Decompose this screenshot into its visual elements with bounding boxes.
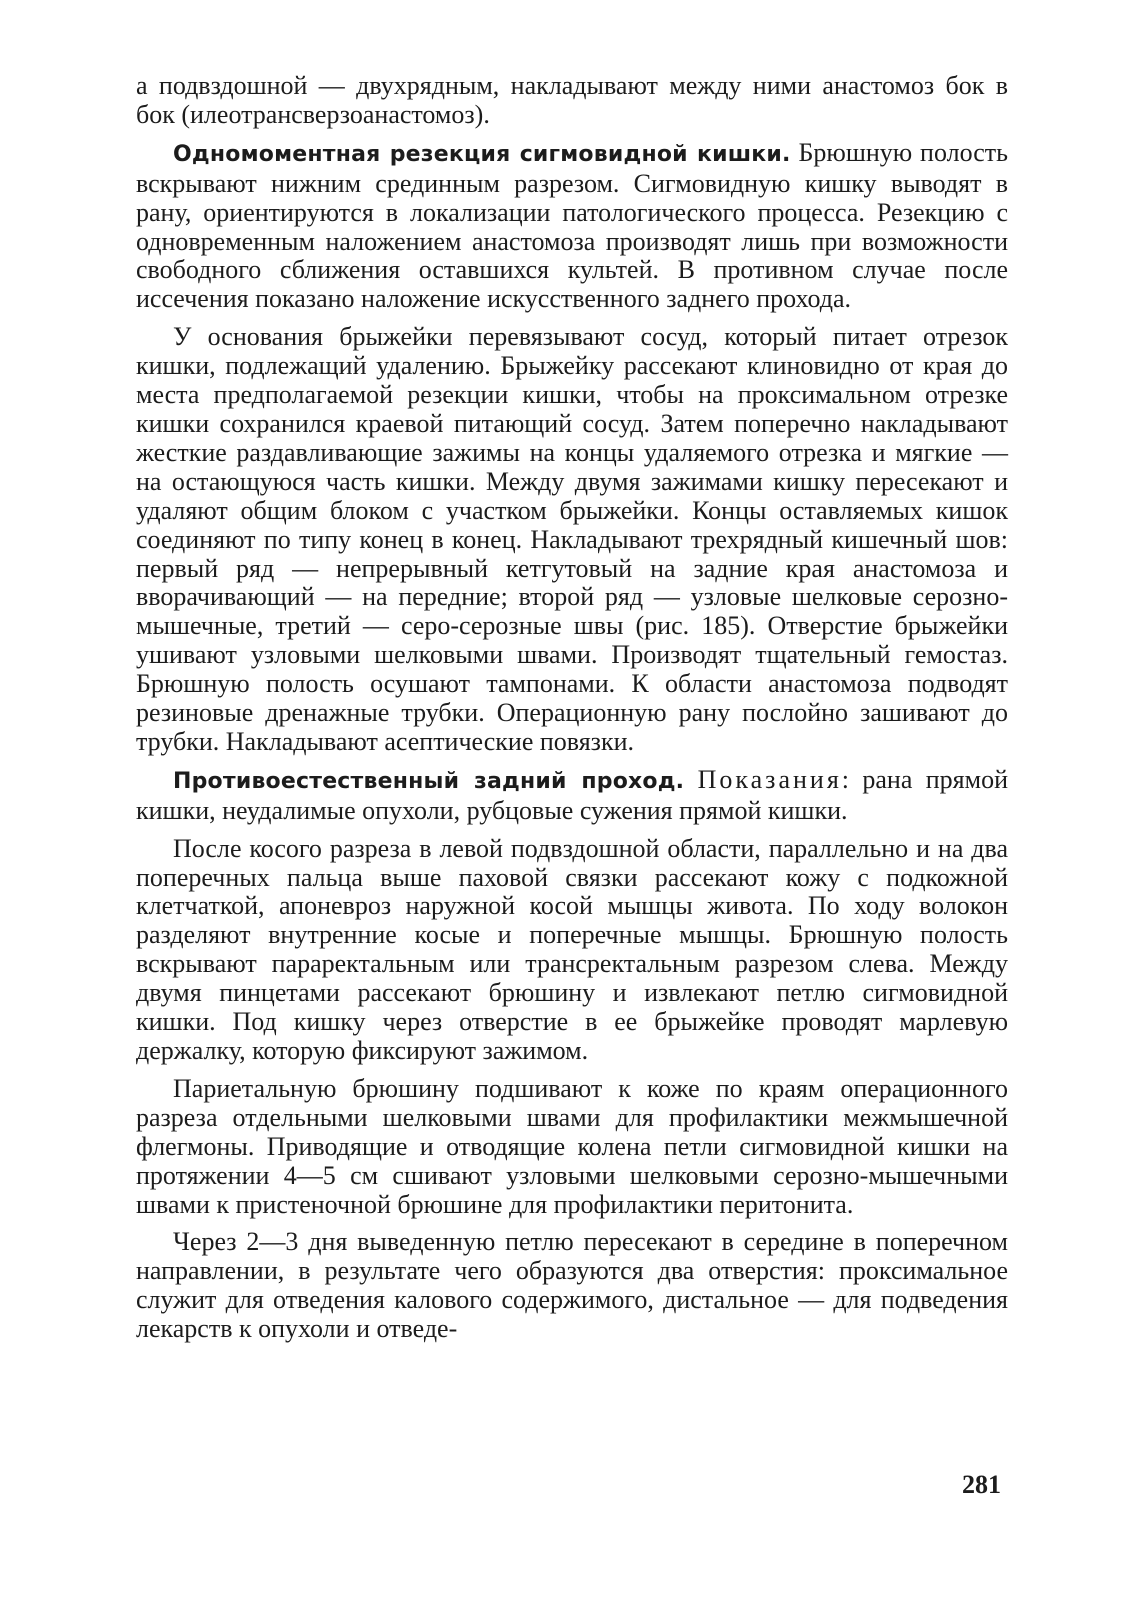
paragraph-text: а подвздошной — двухрядным, накладывают между ними анастомоз бок в бок (илеотрансверзоанастомоз). <box>136 71 1008 129</box>
paragraph-text: У основания брыжейки перевязывают сосуд, который питает отрезок кишки, подлежащий удалению. Брыжейку рассекают клиновидно от края до места предполагаемой резекции кишки, чтобы на проксимальном отрезке кишки сохранился краевой питающий сосуд. Затем поперечно накладывают жесткие раздавливающие зажимы на концы удаляемого отрезка и мягкие — на остающуюся часть кишки. Между двумя зажимами кишку пересекают и удаляют общим блоком с участком брыжейки. Концы оставляемых кишок соединяют по типу конец в конец. Накладывают трехрядный кишечный шов: первый ряд — непрерывный кетгутовый на задние края анастомоза и вворачивающий — на передние; второй ряд — узловые шелковые серозно-мышечные, третий — серо-серозные швы (рис. 185). Отверстие брыжейки ушивают узловыми шелковыми швами. Производят тщательный гемостаз. Брюшную полость осушают тампонами. К области анастомоза подводят резиновые дренажные трубки. Операционную рану послойно зашивают до трубки. Накладывают асептические повязки. <box>136 322 1008 756</box>
paragraph-text: Через 2—3 дня выведенную петлю пересекают в середине в поперечном направлении, в результате чего образуются два отверстия: проксимальное служит для отведения калового содержимого, дистальное — для подведения лекарств к опухоли и отведе- <box>136 1227 1008 1344</box>
paragraph-2 <box>136 139 1008 314</box>
paragraph-text: : рана прямой кишки, неудалимые опухоли, рубцовые сужения прямой кишки. <box>136 764 1008 825</box>
paragraph-7 <box>136 1228 1008 1344</box>
indications-keyword: Показания <box>697 764 842 794</box>
page-text <box>136 72 1008 1344</box>
paragraph-5 <box>136 835 1008 1066</box>
paragraph-4 <box>136 766 1008 826</box>
paragraph-text: После косого разреза в левой подвздошной области, параллельно и на два поперечных пальца выше паховой связки рассекают кожу с подкожной клетчаткой, апоневроз наружной косой мышцы живота. По ходу волокон разделяют внутренние косые и поперечные мышцы. Брюшную полость вскрывают параректальным или трансректальным разрезом слева. Между двумя пинцетами рассекают брюшину и извлекают петлю сигмовидной кишки. Под кишку через отверстие в ее брыжейке проводят марлевую держалку, которую фиксируют зажимом. <box>136 833 1008 1065</box>
section-heading: Одномоментная резекция сигмовидной кишки. <box>173 141 791 167</box>
paragraph-text: Брюшную полость вскрывают нижним срединным разрезом. Сигмовидную кишку выводят в рану, ориентируются в локализации патологического процесса. Резекцию с одновременным наложением анастомоза производят лишь при возможности свободного сближения оставшихся культей. В противном случае после иссечения показано наложение искусственного заднего прохода. <box>136 137 1008 314</box>
paragraph-text: Париетальную брюшину подшивают к коже по краям операционного разреза отдельными шелковыми швами для профилактики межмышечной флегмоны. Приводящие и отводящие колена петли сигмовидной кишки на протяжении 4—5 см сшивают узловыми шелковыми серозно-мышечными швами к пристеночной брюшине для профилактики перитонита. <box>136 1073 1008 1219</box>
section-heading: Противоестественный задний проход. <box>173 768 685 794</box>
page-number: 281 <box>962 1470 1001 1499</box>
paragraph-1 <box>136 72 1008 130</box>
paragraph-3 <box>136 323 1008 757</box>
paragraph-6 <box>136 1075 1008 1220</box>
